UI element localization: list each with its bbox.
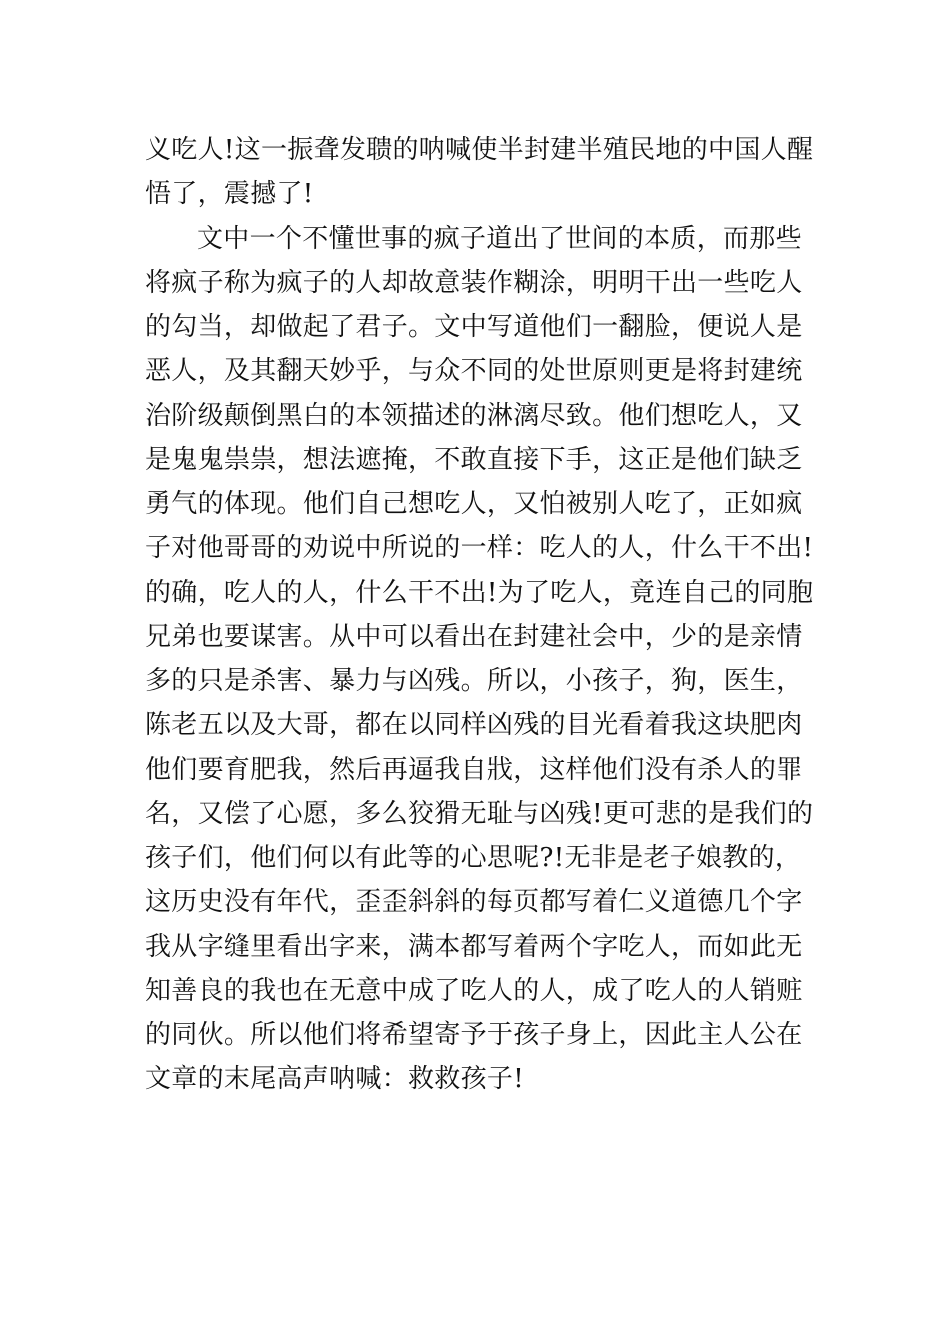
text-line-15: 他们要育肥我，然后再逼我自戕，这样他们没有杀人的罪 (145, 754, 803, 785)
text-line-17: 孩子们，他们何以有此等的心思呢?!无非是老子娘教的， (145, 843, 802, 873)
text-line-12: 兄弟也要谋害。从中可以看出在封建社会中，少的是亲情 (145, 621, 803, 652)
text-line-22: 文章的末尾高声呐喊：救救孩子! (145, 1064, 524, 1095)
text-line-6: 恶人，及其翻天妙乎，与众不同的处世原则更是将封建统 (145, 356, 803, 387)
text-line-1: 义吃人!这一振聋发聩的呐喊使半封建半殖民地的中国人醒 (145, 135, 814, 165)
text-line-9: 勇气的体现。他们自己想吃人，又怕被别人吃了，正如疯 (145, 489, 803, 519)
text-line-8: 是鬼鬼祟祟，想法遮掩，不敢直接下手，这正是他们缺乏 (145, 444, 803, 475)
text-line-10: 子对他哥哥的劝说中所说的一样：吃人的人，什么干不出! (145, 533, 814, 564)
text-line-19: 我从字缝里看出字来，满本都写着两个字吃人，而如此无 (145, 931, 803, 962)
text-line-11: 的确，吃人的人，什么干不出!为了吃人，竟连自己的同胞 (145, 577, 814, 608)
text-line-2: 悟了，震撼了! (145, 179, 314, 210)
text-line-13: 多的只是杀害、暴力与凶残。所以，小孩子，狗，医生， (145, 666, 803, 696)
text-line-14: 陈老五以及大哥，都在以同样凶残的目光看着我这块肥肉 (145, 710, 803, 741)
text-line-16: 名，又偿了心愿，多么狡猾无耻与凶残!更可悲的是我们的 (145, 798, 814, 829)
text-line-18: 这历史没有年代，歪歪斜斜的每页都写着仁义道德几个字 (145, 887, 803, 918)
body-text (145, 128, 815, 1102)
text-line-5: 的勾当，却做起了君子。文中写道他们一翻脸，便说人是 (145, 312, 803, 342)
text-line-21: 的同伙。所以他们将希望寄予于孩子身上，因此主人公在 (145, 1020, 803, 1050)
text-line-4: 将疯子称为疯子的人却故意装作糊涂，明明干出一些吃人 (145, 267, 803, 298)
text-line-7: 治阶级颠倒黑白的本领描述的淋漓尽致。他们想吃人，又 (145, 400, 803, 431)
text-line-3: 文中一个不懂世事的疯子道出了世间的本质，而那些 (197, 223, 802, 254)
text-line-20: 知善良的我也在无意中成了吃人的人，成了吃人的人销赃 (145, 975, 803, 1006)
